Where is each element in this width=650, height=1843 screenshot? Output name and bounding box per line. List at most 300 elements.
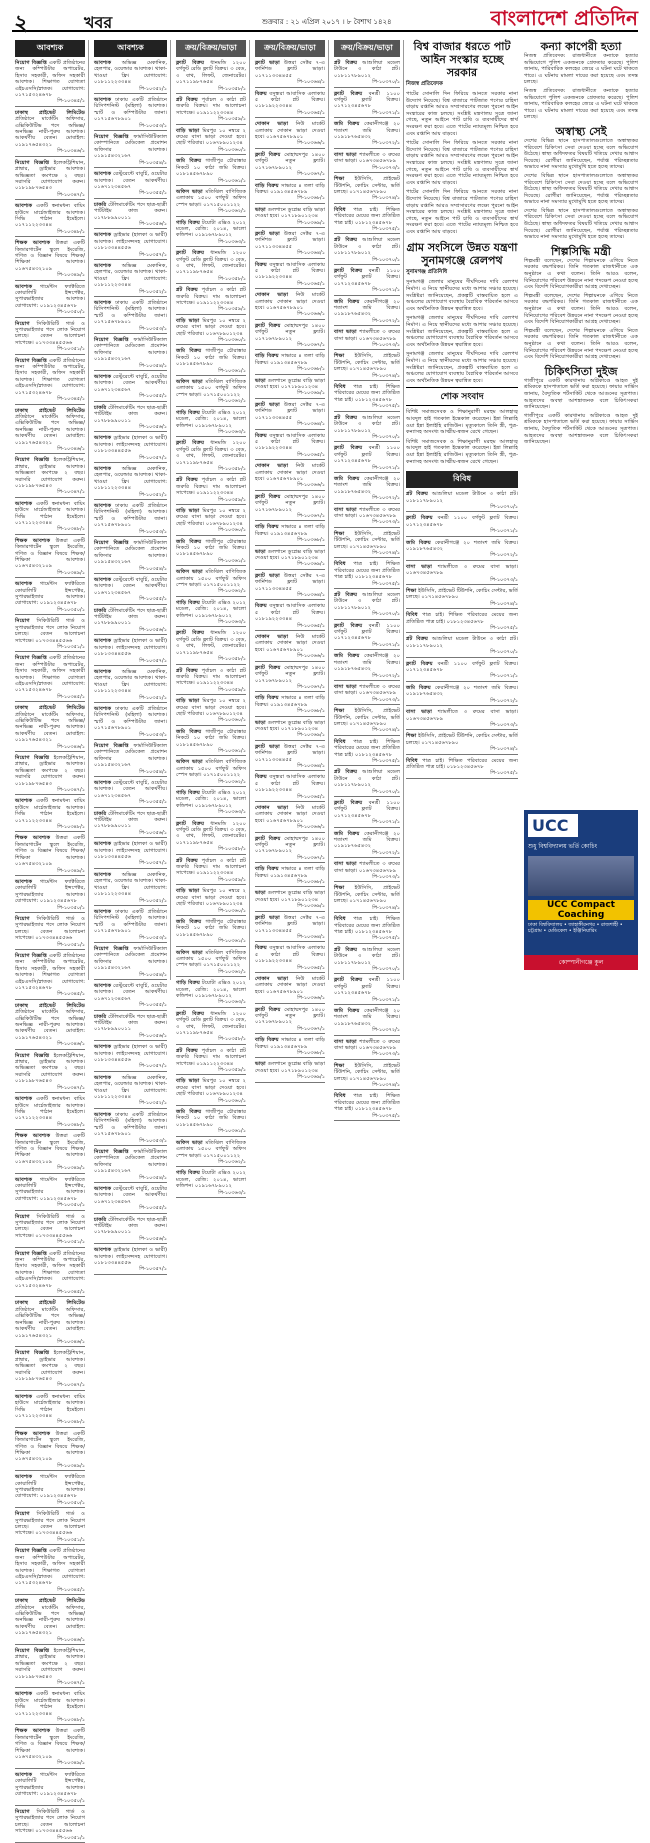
classified-ad <box>15 160 85 200</box>
ad-body: ফার্মাসিউটিক্যাল কোম্পানিতে মেডিকেল প্রমোশন অফিসার আবশ্যক। ০১৯১৫৪৩২১৬৭ <box>94 540 167 566</box>
classified-ad <box>94 983 167 1011</box>
classified-ad <box>334 60 400 88</box>
classified-ad <box>406 636 518 657</box>
ad-title: বিক্রয় <box>255 603 270 610</box>
ad-title: আবশ্যক <box>94 171 114 178</box>
ad-ref-id: পি-১০৩৭২/১ <box>406 552 518 560</box>
ad-ref-id: পি-১০৩৫৫/১ <box>94 799 167 807</box>
ad-title: ফ্ল্যাট ভাড়া <box>255 60 284 66</box>
ad-title: দোকান ভাড়া <box>255 634 296 641</box>
date-line: শুক্রবার : ২১ এপ্রিল ২০১৭ । ৮ বৈশাখ ১৪২৪ <box>262 18 392 26</box>
ad-list <box>255 60 325 1083</box>
ad-body: একটি স্বনামধন্য বায়িং হাউসে মার্চেন্ডাইজার আবশ্যক। সিভি পাঠান ইমেইলে। ০১৭১১২২৩৩৪৪ <box>15 798 85 824</box>
classified-ad <box>15 916 85 950</box>
ad-title: প্লট বিক্রয় <box>334 414 363 421</box>
classified-ad <box>334 831 400 859</box>
ad-body: পাত্র চাই। শিক্ষিত পরিবারের মেয়ের জন্য প্রতিষ্ঠিত পাত্র চাই। ০১৮১২৩৪৫৬৭৮ <box>334 916 400 935</box>
ad-ref-id: পি-১০৩৫৮/১ <box>176 846 246 854</box>
ad-body: ফার্মাসিউটিক্যাল কোম্পানিতে মেডিকেল প্রমোশন অফিসার আবশ্যক। ০১৯১৫৪৩২১৬৭ <box>94 134 167 160</box>
ad-ref-id: পি-১০৩৬৭/১ <box>255 684 325 692</box>
ad-ref-id: পি-১০৩৭৩/১ <box>334 519 400 527</box>
ad-body: সাভারে ৪ তলা বাড়ি বিক্রয়। ০১৯১৩৪৫৬৭৮৯ <box>255 182 325 195</box>
ad-ref-id: পি-১০৩৫৮/১ <box>176 656 246 664</box>
ad-body: গার্মেন্টস ফ্যাক্টরিতে কোয়ালিটি ইন্সপেক্টর, সুপারভাইজার আবশ্যক। যোগাযোগ: ০১৯১২৩৪৫৬৭৮ <box>15 1771 85 1798</box>
ad-body: প্রতিষ্ঠানে মার্কেটিং অফিসার, এক্সিকিউটিভ পদে অভিজ্ঞ/অনভিজ্ঞ নারী-পুরুষ আবশ্যক। আকর্ষণীয় বেতন। মোবাইল: ০১৯১৭৬৫৪৩২১ <box>15 1306 85 1339</box>
ad-body: ইউসিসি, প্রাইভেট টিউশনি, কোচিং সেন্টার, ভর্তি চলছে। ০১৭১৪৫৬৭৮৯০ <box>334 885 400 905</box>
lead-body: পাটের সোনালি দিন ফিরিয়ে আনতে সরকার নানা উদ্যোগ নিয়েছে। বিশ্ব বাজারে পাটজাত পণ্যের চাহিদা বাড়ায় রপ্তানি আরও সম্প্রসারণের লক্ষ্যে পুরনো আইন সংস্কারের কাজ চলছে। সংশ্লিষ্ট মন্ত্রণালয় সূত্রে জানা গেছে, নতুন আইনে পাট চাষি ও ব্যবসায়ীদের স্বার্থ সংরক্ষণ করা হবে। এতে পাটের ন্যায্যমূল্য নিশ্চিত হবে এবং রপ্তানি আয় বাড়বে। <box>406 91 518 137</box>
ad-title: ফ্ল্যাট বিক্রয় <box>176 1010 211 1017</box>
ad-ref-id: পি-১০৩৫৪/১ <box>94 769 167 777</box>
classified-ad <box>334 1063 400 1091</box>
ad-body: সিকিউরিটি গার্ড ও সুপারভাইজার পদে লোক নিয়োগ চলছে। বেতন আলোচনা সাপেক্ষে। ০১৭৩৩৪৪৫৫৬৬ <box>15 1213 85 1239</box>
classified-ad <box>334 861 400 882</box>
ad-body: মিরপুর ১০ নম্বরে ২ রুমের বাসা ভাড়া দেওয়া হবে। ছোট পরিবার। ০১৬৭৮৯০১২৩৪ <box>176 127 246 147</box>
classified-ad <box>406 733 518 754</box>
ad-body: অভিজ্ঞ মেকানিক, হেলপার, ওয়েল্ডার আবশ্যক। থাকা-খাওয়া ফ্রি। যোগাযোগ: ০১৮১১২২৩৩৪৪ <box>94 262 168 289</box>
ad-title: বিবিধ <box>334 916 354 923</box>
classified-ad <box>176 569 246 597</box>
ad-ref-id: পি-১০৩৫৯/১ <box>176 877 246 885</box>
ad-title: ফ্ল্যাট ভাড়া <box>255 401 284 408</box>
ad-ref-id: পি-১০৩৬৮/১ <box>255 537 325 545</box>
classified-ad <box>94 263 167 297</box>
ad-ref-id: পি-১০৩৭৪/১ <box>334 905 400 913</box>
classified-ad <box>94 374 167 402</box>
masthead-logo: বাংলাদেশ প্রতিদিন <box>490 6 638 30</box>
obituary-body: বিশিষ্ট সমাজসেবক ও শিক্ষানুরাগী মরহুম আলহাজ্ব আবদুল হাই গতকাল ইন্তেকাল করেছেন। ইন্না লিল্লাহি ওয়া ইন্না ইলাইহি রাজিউন। মৃত্যুকালে তিনি স্ত্রী, পুত্র-কন্যাসহ অসংখ্য আত্মীয়-স্বজন রেখে গেছেন। <box>406 409 518 436</box>
ad-body: গার্মেন্টস ফ্যাক্টরিতে কোয়ালিটি ইন্সপেক্টর, সুপারভাইজার আবশ্যক। যোগাযোগ: ০১৯১২৩৪৫৬৭৮ <box>15 283 85 309</box>
ad-body: ফার্মাসিউটিক্যাল কোম্পানিতে মেডিকেল প্রমোশন অফিসার আবশ্যক। ০১৯১৫৪৩২১৬৭ <box>94 742 167 769</box>
ad-ref-id: পি-১০৩৫৯/১ <box>176 497 246 505</box>
classified-ad <box>334 476 400 504</box>
ad-title: জমি বিক্রয় <box>176 538 206 545</box>
news-column-middle <box>406 40 518 782</box>
classified-ad <box>15 457 85 497</box>
classified-ad <box>255 1061 325 1082</box>
classified-ad <box>94 1014 167 1042</box>
classified-ad <box>406 564 518 585</box>
ad-body: শ্যামলীতে ৩ রুমের বাসা ভাড়া। ০১৬৭৩৪৫৬৭৮৯ <box>406 709 519 722</box>
ad-ref-id: পি-১০৩৭০/১ <box>334 79 400 87</box>
classified-ad <box>94 811 167 839</box>
ad-ref-id: পি-১০৩৫১/১ <box>15 346 85 354</box>
ad-ref-id: পি-১০৩৬১/১ <box>176 938 246 946</box>
ad-body: পাত্র চাই। শিক্ষিত পরিবারের মেয়ের জন্য প্রতিষ্ঠিত পাত্র চাই। ০১৮১২৩৪৫৬৭৮ <box>334 738 400 758</box>
ad-body: উত্তরা সেক্টর ৭-এ ফার্নিশড ফ্ল্যাট ভাড়া। ০১৭১১৩৩৪৪৫৫ <box>255 230 325 250</box>
ad-ref-id: পি-১০৩৬৯/১ <box>255 390 325 398</box>
classified-ad <box>176 539 246 567</box>
ad-ref-id: পি-১০৩৬৬/১ <box>255 482 325 490</box>
ad-ref-id: পি-১০৩৫৫/১ <box>94 1002 167 1010</box>
ad-title: চাকরি <box>94 810 109 817</box>
ad-body: গাজীপুর চৌরাস্তার নিকটে ১০ কাঠা জমি বিক্রয়। ০১৮১৪৫৬৭৮৯০ <box>176 348 246 368</box>
ad-title: বাসা ভাড়া <box>334 1038 360 1045</box>
classified-ad <box>94 466 167 500</box>
ad-ref-id: পি-১০৩৬০/১ <box>176 908 246 916</box>
ad-title: প্লট বিক্রয় <box>334 60 363 66</box>
ad-ref-id: পি-১০৩৬০/১ <box>176 717 246 725</box>
column-heading: ক্রয়/বিক্রয়/ভাড়া <box>176 40 246 57</box>
ad-title: শিক্ষক আবশ্যক <box>15 1133 56 1140</box>
classified-ad <box>15 1177 85 1211</box>
classified-ad <box>176 600 246 628</box>
ad-body: মতিঝিল বাণিজ্যিক এলাকায় ১৫০০ বর্গফুট অফিস স্পেস ভাড়া। ০১৭১৫০০১১২২ <box>176 949 247 969</box>
ad-title: বাসা ভাড়া <box>334 151 360 158</box>
ad-body: পাত্র চাই। শিক্ষিত পরিবারের মেয়ের জন্য প্রতিষ্ঠিত পাত্র চাই। ০১৮১২৩৪৫৬৭৮ <box>334 384 400 403</box>
ad-title: বাসা ভাড়া <box>334 861 360 868</box>
ad-body: শ্যামলীতে ৩ রুমের বাসা ভাড়া। ০১৬৭৩৪৫৬৭৮৯ <box>406 563 519 577</box>
classified-ad <box>176 980 246 1008</box>
ad-ref-id: পি-১০৩৫৩/১ <box>94 732 167 740</box>
classified-ad <box>15 321 85 355</box>
ad-title: ফ্ল্যাট বিক্রয় <box>255 1006 285 1013</box>
ad-title: আবশ্যক <box>15 283 40 290</box>
ad-title: ঢাকাস্থ প্রাইভেট লিমিটেড <box>15 705 85 712</box>
second-body: সুনামগঞ্জ জেলার মানুষের দীর্ঘদিনের দাবি রেলপথ নির্মাণ। এ নিয়ে স্থানীয়দের মধ্যে আশার সঞ্চার হয়েছে। সংশ্লিষ্টরা জানিয়েছেন, প্রকল্পটি বাস্তবায়িত হলে এ অঞ্চলের যোগাযোগ ব্যবস্থায় বৈপ্লবিক পরিবর্তন আসবে এবং অর্থনৈতিক উন্নয়ন ত্বরান্বিত হবে। <box>406 279 518 312</box>
ad-body: প্রতিষ্ঠানে মার্কেটিং অফিসার, এক্সিকিউটিভ পদে অভিজ্ঞ/অনভিজ্ঞ নারী-পুরুষ আবশ্যক। আকর্ষণীয় বেতন। মোবাইল: ০১৯১৭৬৫৪৩২১ <box>15 1604 85 1637</box>
ad-title: অফিস ভাড়া <box>176 379 206 386</box>
ad-title: ফ্ল্যাট বিক্রয় <box>176 820 211 827</box>
classified-ad <box>94 171 167 199</box>
ad-body: সিকিউরিটি গার্ড ও সুপারভাইজার পদে লোক নিয়োগ চলছে। বেতন আলোচনা সাপেক্ষে। ০১৭৩৩৪৪৫৫৬৬ <box>15 1808 85 1835</box>
classified-ad <box>15 1648 85 1688</box>
ad-body: ঢাকায় একটি প্রতিষ্ঠানে রিসিপশনিস্ট (মহিলা) আবশ্যক। স্মার্ট ও কম্পিউটার জানা। ০১৭১৫৬৭৮৯০১ <box>94 300 167 326</box>
ad-body: মিরপুর ১০ নম্বরে ২ রুমের বাসা ভাড়া দেওয়া হবে। ছোট পরিবার। ০১৬৭৮৯০১২৩৪ <box>176 507 246 527</box>
ad-title: শিক্ষক আবশ্যক <box>15 537 56 544</box>
ad-body: মিরপুর ১০ নম্বরে ২ রুমের বাসা ভাড়া দেওয়া হবে। ছোট পরিবার। ০১৬৭৮৯০১২৩৪ <box>176 1078 246 1098</box>
ad-body: শ্যামলীতে ৩ রুমের বাসা ভাড়া। ০১৬৭৩৪৫৬৭৮৯ <box>334 151 400 165</box>
ad-body: সিকিউরিটি গার্ড ও সুপারভাইজার পদে লোক নিয়োগ চলছে। বেতন আলোচনা সাপেক্ষে। ০১৭৩৩৪৪৫৫৬৬ <box>15 915 85 942</box>
classified-ad <box>15 60 85 107</box>
ad-ref-id: পি-১০৩৫২/১ <box>94 898 167 906</box>
ad-body: পূর্বাচল ৩ কাঠা প্লট জরুরি বিক্রয়। দাম আলোচনা সাপেক্ষে। ০১৯১১২২৩৩৪৪ <box>176 287 246 306</box>
ad-ref-id: পি-১০৩৪৬/১ <box>15 744 85 752</box>
ad-ref-id: পি-১০৩৬৫/১ <box>255 623 325 631</box>
ad-body: ইউসিসি, প্রাইভেট টিউশনি, কোচিং সেন্টার, ভর্তি চলছে। ০১৭১৪৫৬৭৮৯০ <box>406 588 518 601</box>
ad-title: জমি বিক্রয় <box>406 684 435 691</box>
classified-ad <box>15 203 85 237</box>
classified-ad <box>94 577 167 605</box>
ad-title: বাড়ি বিক্রয় <box>255 866 282 873</box>
ad-title: জমি বিক্রয় <box>176 348 206 355</box>
ad-ref-id: পি-১০৩৭১/১ <box>406 528 518 536</box>
ad-title: জমি বিক্রয় <box>334 1007 365 1014</box>
ad-ref-id: পি-১০৩৬৬/১ <box>255 995 325 1003</box>
ad-ref-id: পি-১০৩৭৫/১ <box>334 581 400 589</box>
classified-ad <box>15 1772 85 1806</box>
ad-body: শ্যামলীতে ৩ রুমের বাসা ভাড়া। ০১৬৭৩৪৫৬৭৮৯ <box>334 1038 400 1051</box>
ad-title: বাড়ি বিক্রয় <box>255 182 282 189</box>
ad-body: শ্যামলীতে ৩ রুমের বাসা ভাড়া। ০১৬৭৩৪৫৬৭৮৯ <box>334 861 400 874</box>
ad-ref-id: পি-১০৩৬০/১ <box>176 1098 246 1106</box>
ad-body: বসুন্ধরা আবাসিক এলাকায় ৫ কাঠা প্লট বিক্রয়। ০১৮১৯২২৩৩৪৪ <box>255 774 325 794</box>
classified-ad <box>334 415 400 443</box>
ad-body: বনশ্রী ১১০০ বর্গফুট ফ্ল্যাট বিক্রয়। ০১৭১২৩৪৫৬৭৮ <box>334 622 401 642</box>
ad-body: ইলেকট্রিশিয়ান, প্লাম্বার, ড্রাইভার আবশ্যক। অভিজ্ঞতা কমপক্ষে ২ বছর। সরাসরি যোগাযোগ করুন। ০১৮১৯৮৭৬৫৪৩ <box>15 755 85 787</box>
ad-title: নিয়োগ বিজ্ঞপ্তি <box>15 1548 49 1555</box>
ad-body: নিউ মার্কেট এলাকায় দোকান ভাড়া দেওয়া হবে। ০১৬৭৫৬৭৮৯০১ <box>255 805 325 824</box>
classified-ad <box>334 353 400 381</box>
ad-ref-id: পি-১০৩৫৮/১ <box>176 86 246 94</box>
ad-ref-id: পি-১০৩৬৮/১ <box>255 879 325 887</box>
ad-title: ফ্ল্যাট বিক্রয় <box>176 250 211 257</box>
classified-ad <box>15 1096 85 1130</box>
ad-title: দোকান ভাড়া <box>255 121 296 128</box>
ad-ref-id: পি-১০৩৫২/১ <box>94 289 167 297</box>
classified-ad <box>176 858 246 886</box>
ad-title: ফ্ল্যাট বিক্রয় <box>334 977 369 984</box>
ad-body: সিকিউরিটি গার্ড ও সুপারভাইজার পদে লোক নিয়োগ চলছে। বেতন আলোচনা সাপেক্ষে। ০১৭৩৩৪৪৫৫৬৬ <box>15 1511 85 1537</box>
ad-title: নিয়োগ বিজ্ঞপ্তি <box>15 159 54 166</box>
ad-ref-id: পি-১০৩৫১/১ <box>15 1835 85 1843</box>
classified-ad <box>334 299 400 327</box>
classified-ad <box>15 110 85 157</box>
ad-title: আবশ্যক <box>94 780 114 786</box>
ad-title: চাকরি <box>94 201 109 208</box>
ad-ref-id: পি-১০৩৭০/১ <box>334 257 400 265</box>
ad-ref-id: পি-১০৩৫৬/১ <box>94 830 167 838</box>
ad-title: আবশ্যক <box>94 435 114 442</box>
classified-ad <box>15 618 85 652</box>
ad-body: ইউসিসি, প্রাইভেট টিউশনি, কোচিং সেন্টার, ভর্তি চলছে। ০১৭১৪৫৬৭৮৯০ <box>334 1062 400 1082</box>
ad-body: আশুলিয়া মডেল টাউনে ৩ কাঠা প্লট। ০১৮১১৭৮৯০১২ <box>334 946 400 966</box>
ad-title: ফ্ল্যাট বিক্রয় <box>255 322 285 329</box>
ad-title: শিক্ষা <box>334 176 355 183</box>
ad-title: গাড়ি বিক্রয় <box>176 599 202 606</box>
ad-ref-id: পি-১০৩৪৯/১ <box>15 272 85 280</box>
ad-ref-id: পি-১০৩৭৫/১ <box>406 770 518 778</box>
ad-ref-id: পি-১০৩৭০/১ <box>406 504 518 512</box>
ad-title: অফিস ভাড়া <box>176 188 206 195</box>
ad-title: আবশ্যক <box>94 982 114 989</box>
ad-body: ড্রাইভার (হালকা ও ভারী) আবশ্যক। লাইসেন্সসহ যোগাযোগ। ০১৮১৩৩৪৪৫৫৬ <box>94 841 167 861</box>
ad-ref-id: পি-১০৩৬৭/১ <box>255 855 325 863</box>
classified-ad <box>255 805 325 833</box>
ad-body: উত্তরা একটি কিন্ডারগার্টেন স্কুলে ইংরেজি, গণিত ও বিজ্ঞান বিষয়ে শিক্ষক/শিক্ষিকা আবশ্যক। ০১৬৭৫৪৩২১০৯ <box>15 240 85 272</box>
ad-body: গাজীপুর চৌরাস্তার নিকটে ১০ কাঠা জমি বিক্রয়। ০১৮১৪৫৬৭৮৯০ <box>176 158 246 178</box>
ad-ref-id: পি-১০৩৭১/১ <box>334 465 400 473</box>
ad-title: আবশ্যক <box>94 502 116 509</box>
ad-ref-id: পি-১০৩৫৫/১ <box>94 1205 167 1213</box>
classified-ad <box>176 189 246 217</box>
classified-ad <box>176 821 246 855</box>
ad-body: ইউসিসি, প্রাইভেট টিউশনি, কোচিং সেন্টার, ভর্তি চলছে। ০১৭১৪৫৬৭৮৯০ <box>334 176 400 195</box>
ad-ref-id: পি-১০৩৫৪/১ <box>94 972 167 980</box>
classified-ad <box>15 755 85 795</box>
classified-ad <box>334 507 400 528</box>
ad-body: শ্যামলীতে ৩ রুমের বাসা ভাড়া। ০১৬৭৩৪৫৬৭৮৯ <box>334 506 400 519</box>
ad-ref-id: পি-১০৩৫১/১ <box>15 644 85 652</box>
ad-title: নিয়োগ বিজ্ঞপ্তি <box>15 457 54 464</box>
classified-ad <box>15 1133 85 1173</box>
misc-heading: বিবিধ <box>406 471 518 488</box>
ad-ref-id: পি-১০৩৬০/১ <box>176 337 246 345</box>
ad-ref-id: পি-১০৩৬৯/১ <box>255 561 325 569</box>
ad-body: পূর্বাচল ৩ কাঠা প্লট জরুরি বিক্রয়। দাম আলোচনা সাপেক্ষে। ০১৯১১২২৩৩৪৪ <box>176 667 246 687</box>
classified-ad <box>334 531 400 559</box>
ad-title: বাড়ি বিক্রয় <box>255 524 282 531</box>
ad-body: ঢাকায় একটি প্রতিষ্ঠানে রিসিপশনিস্ট (মহিলা) আবশ্যক। স্মার্ট ও কম্পিউটার জানা। ০১৭১৫৬৭৮৯০১ <box>94 97 167 123</box>
classified-ad <box>15 655 85 702</box>
classified-ad <box>255 976 325 1004</box>
ad-ref-id: পি-১০৩৬৭/১ <box>255 342 325 350</box>
ad-body: সাভারে ৪ তলা বাড়ি বিক্রয়। ০১৯১৩৪৫৬৭৮৯ <box>255 866 325 879</box>
classified-ad <box>176 410 246 438</box>
ad-title: শিক্ষক আবশ্যক <box>15 240 56 247</box>
ad-title: ফ্ল্যাট বিক্রয় <box>176 440 211 447</box>
classified-ad <box>176 318 246 346</box>
ad-ref-id: পি-১০৩৫৯/১ <box>176 306 246 314</box>
ad-title: নিয়োগ বিজ্ঞপ্তি <box>15 1052 54 1059</box>
ad-title: আবশ্যক <box>15 1771 40 1778</box>
classified-ad <box>176 759 246 787</box>
ad-ref-id: পি-১০৩৫৭/১ <box>94 658 167 666</box>
ad-title: বাড়ি ভাড়া <box>176 698 203 705</box>
classified-ad <box>15 538 85 578</box>
ad-title: গাড়ি বিক্রয় <box>176 790 202 796</box>
classified-ad <box>176 630 246 664</box>
classified-ad <box>15 1350 85 1390</box>
ad-ref-id: পি-১০৩৫৩/১ <box>94 326 167 334</box>
classified-ad <box>15 1431 85 1471</box>
classified-ad <box>176 128 246 156</box>
classified-ad <box>94 60 167 94</box>
ad-body: রেস্টুরেন্টে বাবুর্চি, ওয়েটার আবশ্যক। বেতন আকর্ষণীয়। ০১৬৭১২৩৪৫৬৭ <box>94 577 167 596</box>
ad-ref-id: পি-১০৩৫৬/১ <box>94 1033 167 1041</box>
ad-title: শিক্ষা <box>334 353 355 360</box>
ad-title: অফিস ভাড়া <box>176 1139 206 1146</box>
ad-title: জমি বিক্রয় <box>334 121 365 128</box>
ad-body: পাত্র চাই। শিক্ষিত পরিবারের মেয়ের জন্য প্রতিষ্ঠিত পাত্র চাই। ০১৮১২৩৪৫৬৭৮ <box>334 206 400 226</box>
ad-body: ধানমন্ডি ১২০০ বর্গফুট রেডি ফ্ল্যাট বিক্রয়। ৩ বেড, ৩ বাথ, লিফট, জেনারেটর। ০১৭১১৯৮৭৬৫৪ <box>176 630 246 656</box>
column-heading: ক্রয়/বিক্রয়/ভাড়া <box>255 40 325 57</box>
ad-ref-id: পি-১০৩৫৩/১ <box>94 123 167 131</box>
lead-body-cont: পাটের সোনালি দিন ফিরিয়ে আনতে সরকার নানা উদ্যোগ নিয়েছে। বিশ্ব বাজারে পাটজাত পণ্যের চাহিদা বাড়ায় রপ্তানি আরও সম্প্রসারণের লক্ষ্যে পুরনো আইন সংস্কারের কাজ চলছে। সংশ্লিষ্ট মন্ত্রণালয় সূত্রে জানা গেছে, নতুন আইনে পাট চাষি ও ব্যবসায়ীদের স্বার্থ সংরক্ষণ করা হবে। এতে পাটের ন্যায্যমূল্য নিশ্চিত হবে এবং রপ্তানি আয় বাড়বে। <box>406 140 518 186</box>
ad-ref-id: পি-১০৩৬৯/১ <box>255 903 325 911</box>
ad-ref-id: পি-১০৩৬১/১ <box>176 748 246 756</box>
ad-body: ফার্মাসিউটিক্যাল কোম্পানিতে মেডিকেল প্রমোশন অফিসার আবশ্যক। ০১৯১৫৪৩২১৬৭ <box>94 1148 167 1175</box>
ad-ref-id: পি-১০৩৭০/১ <box>334 789 400 797</box>
ad-body: গার্মেন্টস ফ্যাক্টরিতে কোয়ালিটি ইন্সপেক্টর, সুপারভাইজার আবশ্যক। যোগাযোগ: ০১৯১২৩৪৫৬৭৮ <box>15 581 85 607</box>
ad-body: ধানমন্ডি ১২০০ বর্গফুট রেডি ফ্ল্যাট বিক্রয়। ৩ বেড, ৩ বাথ, লিফট, জেনারেটর। ০১৭১১৯৮৭৬৫৪ <box>176 60 246 86</box>
ad-title: নিয়োগ বিজ্ঞপ্তি <box>15 755 54 761</box>
ad-title: জমি বিক্রয় <box>334 298 365 305</box>
ad-ref-id: পি-১০৩৬০/১ <box>176 527 246 535</box>
ad-ref-id: পি-১০৩৬৩/১ <box>176 809 246 817</box>
ad-ref-id: পি-১০৩৪৮/১ <box>15 824 85 832</box>
ad-ref-id: পি-১০৩৫০/১ <box>15 1202 85 1210</box>
ad-body: গুলশানে ডুপ্লেক্স বাড়ি ভাড়া দেওয়া হবে। ০১৭১৮৯০১২৩৪ <box>255 1061 325 1074</box>
classified-ad <box>334 800 400 828</box>
ad-body: ইলেকট্রিশিয়ান, প্লাম্বার, ড্রাইভার আবশ্যক। অভিজ্ঞতা কমপক্ষে ২ বছর। সরাসরি যোগাযোগ করুন। ০১৮১৯৮৭৬৫৪৩ <box>15 1647 85 1680</box>
ad-title: বাড়ি ভাড়া <box>176 888 203 895</box>
ad-body: নিউ মার্কেট এলাকায় দোকান ভাড়া দেওয়া হবে। ০১৬৭৫৬৭৮৯০১ <box>255 463 325 482</box>
classified-ad <box>94 97 167 131</box>
ad-body: আশুলিয়া মডেল টাউনে ৩ কাঠা প্লট। ০১৮১১৭৮৯০১২ <box>334 414 400 434</box>
ad-title: ফ্ল্যাট বিক্রয় <box>334 622 369 629</box>
ad-ref-id: পি-১০৩৬৫/১ <box>255 110 325 118</box>
classified-ad <box>94 1217 167 1245</box>
classified-ad <box>94 1112 167 1146</box>
ad-title: শিক্ষা <box>334 708 355 715</box>
classified-ad <box>94 638 167 666</box>
ad-title: প্লট বিক্রয় <box>334 592 363 599</box>
ad-title: প্লট বিক্রয় <box>176 667 202 674</box>
ad-ref-id: পি-১০৩৬২/১ <box>176 588 246 596</box>
ad-body: একটি প্রতিষ্ঠানের জন্য কম্পিউটার অপারেটর, হিসাব সহকারী, অফিস সহকারী আবশ্যক। শিক্ষাগত যোগ্যতা এইচএসসি/স্নাতক। যোগাযোগ: ০১৭১৫৩২৪৬৭৮ <box>15 655 85 694</box>
classified-ad <box>255 774 325 802</box>
ad-ref-id: পি-১০৩৭১/১ <box>406 673 518 681</box>
ucc-logo: UCC <box>528 814 578 837</box>
ad-ref-id: পি-১০৩৪৫/১ <box>15 991 85 999</box>
story-kanya-body: নিজস্ব প্রতিবেদক: রাজধানীতে কন্যাকে হত্যার অভিযোগে পুলিশ একজনকে গ্রেফতার করেছে। পুলিশ জানায়, পারিবারিক কলহের জেরে এ ঘটনা ঘটে থাকতে পারে। এ ঘটনায় মামলা দায়ের করা হয়েছে এবং তদন্ত চলছে। <box>524 53 638 86</box>
classified-ad <box>334 268 400 296</box>
classified-ad <box>15 953 85 1000</box>
ad-ref-id: পি-১০৩৫৫/১ <box>94 190 167 198</box>
ad-title: আবশ্যক <box>94 1044 114 1051</box>
ad-title: ফ্ল্যাট ভাড়া <box>255 914 284 921</box>
ad-ref-id: পি-১০৩৪৭/১ <box>15 192 85 200</box>
ad-ref-id: পি-১০৩৬১/১ <box>176 558 246 566</box>
story-two-injured-headline: চিকিৎসিতা দুইজ <box>544 364 618 378</box>
ad-body: শ্যামলীতে ৩ রুমের বাসা ভাড়া। ০১৬৭৩৪৫৬৭৮৯ <box>334 329 400 342</box>
ad-title: শিক্ষক আবশ্যক <box>15 835 56 842</box>
ad-title: আবশ্যক <box>94 577 114 584</box>
ad-ref-id: পি-১০৩৭৪/১ <box>334 550 400 558</box>
ad-title: নিয়োগ বিজ্ঞপ্তি <box>15 655 49 662</box>
ad-body: কেরানীগঞ্জে ২০ শতাংশ জমি বিক্রয়। ০১৯১৮৭৬৫৪৩২ <box>334 1007 400 1027</box>
ad-ref-id: পি-১০৩৬৩/১ <box>176 239 246 247</box>
ad-ref-id: পি-১০৩৭৩/১ <box>334 342 400 350</box>
ad-ref-id: পি-১০৩৬১/১ <box>176 1128 246 1136</box>
story-health-body-cont-2: দেশের বিভিন্ন স্থানে হাসপাতালগুলোতে অস্বাস্থ্যকর পরিবেশে চিকিৎসা সেবা দেওয়া হচ্ছে বলে অভিযোগ উঠেছে। স্বাস্থ্য অধিদফতর বিষয়টি খতিয়ে দেখার আশ্বাস দিয়েছে। রোগীরা জানিয়েছেন, পর্যাপ্ত পরিচ্ছন্নতার অভাবে নানা সমস্যার মুখোমুখি হতে হচ্ছে তাদের। <box>524 207 638 241</box>
ad-body: গুলশানে ডুপ্লেক্স বাড়ি ভাড়া দেওয়া হবে। ০১৭১৮৯০১২৩৪ <box>255 206 325 220</box>
classified-ad <box>334 769 400 797</box>
ad-list <box>334 60 400 1121</box>
ad-ref-id: পি-১০৩৪৫/১ <box>15 1289 85 1297</box>
classified-ad <box>255 634 325 662</box>
ad-title: আবশ্যক <box>15 581 40 588</box>
ad-body: বসুন্ধরা আবাসিক এলাকায় ৫ কাঠা প্লট বিক্রয়। ০১৮১৯২২৩৩৪৪ <box>255 945 325 965</box>
ad-ref-id: পি-১০৩৭৩/১ <box>334 874 400 882</box>
ad-ref-id: পি-১০৩৬৮/১ <box>255 366 325 374</box>
ad-body: টয়োটা এক্সিও ২০১২ মডেল, রেজি: ২০১৪, ভালো কন্ডিশন। ০১৯১৬৭৮৯০১২ <box>176 790 246 809</box>
ad-ref-id: পি-১০৩৪৯/১ <box>15 1463 85 1471</box>
ad-ref-id: পি-১০৩৬৯/১ <box>255 732 325 740</box>
ad-title: বিবিধ <box>334 561 354 568</box>
ad-ref-id: পি-১০৩৬১/১ <box>176 368 246 376</box>
page-number: ২ <box>14 10 29 36</box>
ad-ref-id: পি-১০৩৬৭/১ <box>255 1026 325 1034</box>
ad-body: নিউ মার্কেট এলাকায় দোকান ভাড়া দেওয়া হবে। ০১৬৭৫৬৭৮৯০১ <box>255 975 325 995</box>
classified-ad <box>15 1251 85 1298</box>
ad-title: আবশ্যক <box>15 1096 37 1103</box>
ad-title: জমি বিক্রয় <box>406 539 435 546</box>
ad-ref-id: পি-১০৩৭২/১ <box>406 698 518 706</box>
ad-body: টয়োটা এক্সিও ২০১২ মডেল, রেজি: ২০১৪, ভালো কন্ডিশন। ০১৯১৬৭৮৯০১২ <box>176 409 246 429</box>
ad-title: আবশ্যক <box>15 1691 37 1698</box>
ad-title: ফ্ল্যাট বিক্রয় <box>176 60 211 66</box>
ad-body: কেরানীগঞ্জে ২০ শতাংশ জমি বিক্রয়। ০১৯১৮৭৬৫৪৩২ <box>334 653 400 673</box>
ad-body: প্রতিষ্ঠানে মার্কেটিং অফিসার, এক্সিকিউটিভ পদে অভিজ্ঞ/অনভিজ্ঞ নারী-পুরুষ আবশ্যক। আকর্ষণীয় বেতন। মোবাইল: ০১৯১৭৬৫৪৩২১ <box>15 116 85 148</box>
ad-body: গার্মেন্টস ফ্যাক্টরিতে কোয়ালিটি ইন্সপেক্টর, সুপারভাইজার আবশ্যক। যোগাযোগ: ০১৯১২৩৪৫৬৭৮ <box>15 1474 85 1500</box>
ad-ref-id: পি-১০৩৬২/১ <box>176 208 246 216</box>
classified-ad <box>15 1394 85 1428</box>
ad-ref-id: পি-১০৩৭২/১ <box>334 1027 400 1035</box>
ad-ref-id: পি-১০৩৬৫/১ <box>255 281 325 289</box>
classified-ad <box>255 183 325 204</box>
ad-body: মোহাম্মদপুর ১৪০০ বর্গফুট নতুন ফ্ল্যাট। ০১৭১৬৭৮৯০১২ <box>255 835 325 855</box>
